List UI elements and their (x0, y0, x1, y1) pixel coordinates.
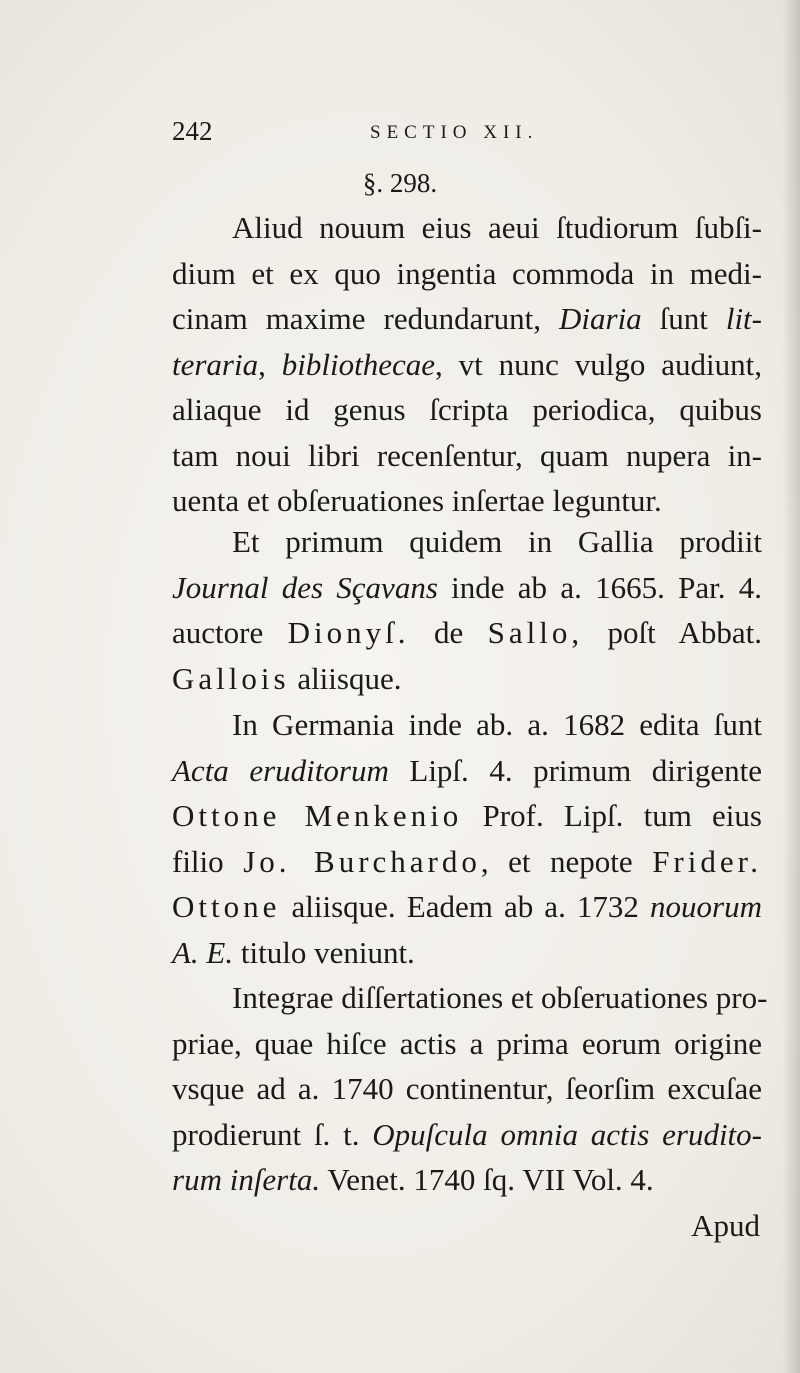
spaced-name: Jo. Burchardo (243, 843, 481, 879)
text-run: ſunt (641, 301, 726, 336)
text-run: vsque ad a. 1740 continentur, ſeorſim excuſae (172, 1071, 762, 1106)
text-line (172, 844, 762, 884)
spaced-name: Sallo, (487, 615, 584, 650)
spaced-name: Ottone Menkenio (172, 798, 463, 833)
text-line (172, 392, 762, 432)
text-run: priae, quae hiſce actis a prima eorum origine (172, 1025, 762, 1061)
text-run: poſt Abbat. (583, 615, 762, 650)
text-run: filio (172, 843, 244, 879)
text-run: tam noui libri recenſentur, quam nupera in- (172, 437, 762, 473)
text-line (172, 889, 762, 929)
text-run: In Germania inde ab. a. 1682 edita ſunt (232, 707, 762, 742)
text-run: Lipſ. 4. primum dirigente (388, 752, 762, 788)
italic-text: Diaria (559, 301, 642, 336)
text-line (172, 347, 762, 387)
italic-text: nouorum (650, 889, 762, 924)
text-run: uenta et obſeruationes inſertae leguntur. (172, 483, 662, 518)
text-line (172, 256, 762, 296)
text-run: de (409, 615, 488, 650)
catchword: Apud (691, 1208, 760, 1243)
italic-text: teraria (172, 346, 259, 382)
text-run: Integrae diſſertationes et obſeruationes pro- (232, 980, 768, 1015)
text-line (172, 798, 762, 838)
text-line (232, 980, 768, 1020)
text-run: , vt nunc vulgo audiunt, (435, 346, 762, 382)
italic-text: Opuſcula omnia actis erudito- (372, 1116, 762, 1152)
text-run: inde ab a. 1665. Par. 4. (437, 569, 762, 605)
italic-text: Journal des Sçavans (172, 569, 438, 605)
italic-text: lit- (725, 301, 762, 336)
text-line (172, 1026, 762, 1066)
page-header (172, 112, 762, 152)
spaced-name: Ottone (172, 889, 281, 924)
italic-text: bibliothecae (281, 346, 435, 382)
text-run: aliisque. (289, 660, 402, 696)
text-run: , (258, 346, 282, 382)
text-run: auctore (172, 615, 288, 650)
text-line (172, 753, 762, 793)
text-line (172, 483, 662, 523)
running-head: SECTIO XII. (370, 122, 539, 143)
page-number: 242 (172, 116, 213, 146)
spaced-name: Gallois (172, 660, 290, 696)
text-line (172, 615, 762, 655)
italic-text: Acta eruditorum (172, 752, 389, 788)
spaced-name: Dionyſ. (287, 615, 410, 650)
page-gutter-shadow (782, 0, 800, 1373)
text-run: prodierunt ſ. t. (172, 1116, 373, 1152)
text-run: aliisque. Eadem ab a. 1732 (280, 889, 651, 924)
text-line (232, 707, 762, 747)
text-run: titulo veniunt. (233, 934, 415, 970)
text-line (172, 301, 762, 341)
text-run: aliaque id genus ſcripta periodica, quibus (172, 392, 762, 427)
text-line (172, 438, 762, 478)
text-line (172, 661, 401, 701)
text-line (172, 935, 415, 975)
text-line (172, 1162, 654, 1202)
text-run: Et primum quidem in Gallia prodiit (232, 524, 762, 559)
italic-text: A. E. (172, 934, 234, 970)
text-line (172, 1117, 762, 1157)
text-line (172, 570, 762, 610)
spaced-name: Frider. (652, 843, 762, 879)
text-run: dium et ex quo ingentia commoda in medi- (172, 255, 762, 291)
text-run: Aliud nouum eius aeui ſtudiorum ſubſi- (232, 210, 762, 245)
text-line (232, 524, 762, 564)
text-run: cinam maxime redundarunt, (172, 301, 559, 336)
text-line (172, 1071, 762, 1111)
text-run: Venet. 1740 ſq. VII Vol. 4. (320, 1162, 654, 1197)
text-run: Prof. Lipſ. tum eius (462, 798, 762, 833)
text-line (232, 210, 762, 250)
text-run: , et nepote (480, 843, 653, 879)
italic-text: rum inſerta. (172, 1162, 321, 1197)
section-heading: §. 298. (362, 168, 438, 198)
